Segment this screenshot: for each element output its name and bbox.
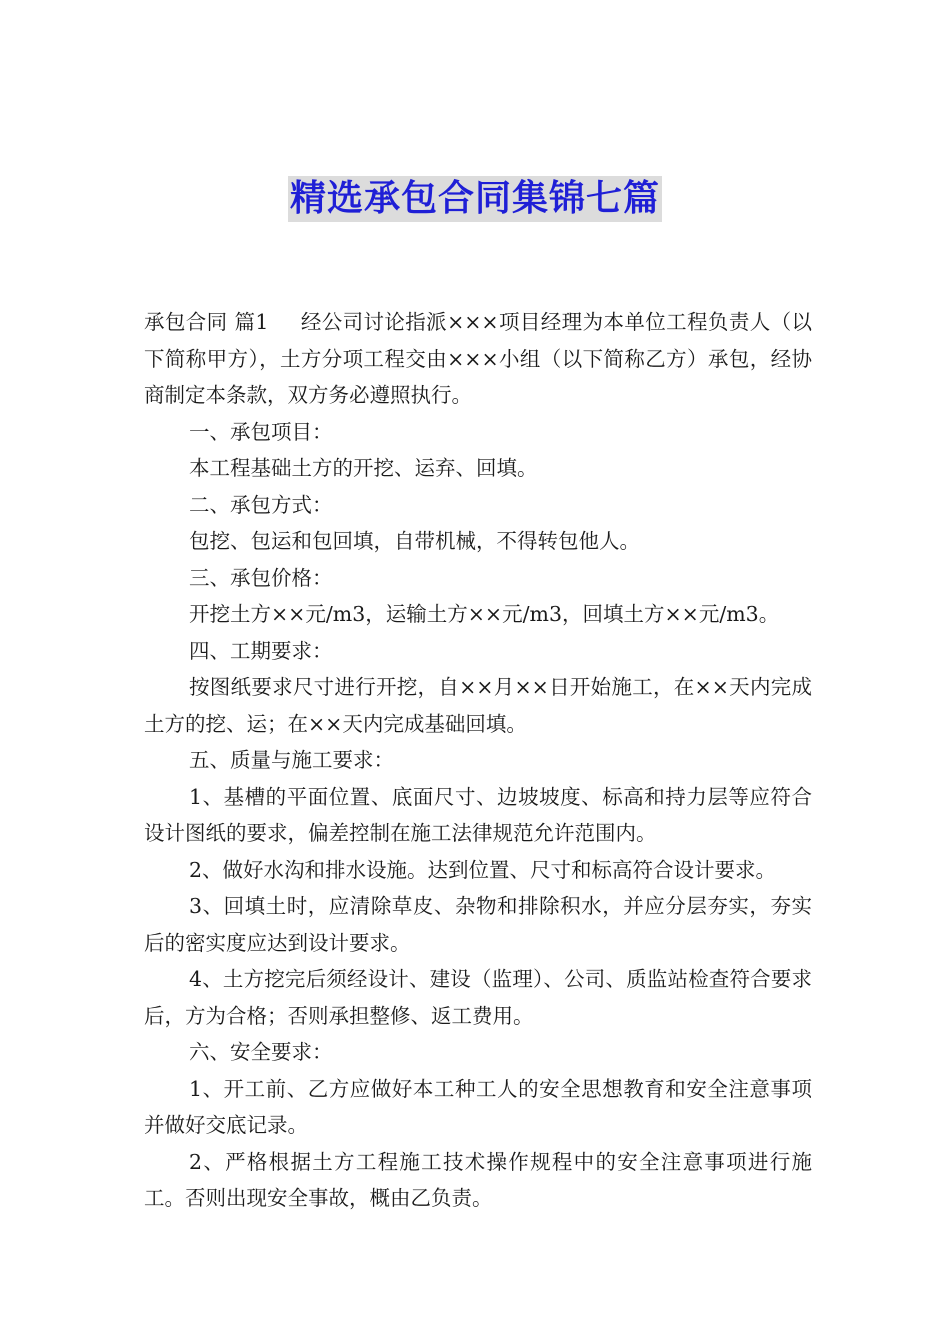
title-container <box>0 176 950 222</box>
clause-heading-4: 四、工期要求： <box>189 638 333 663</box>
clause-heading-6: 六、安全要求： <box>189 1040 333 1064</box>
clause-text: 按图纸要求尺寸进行开挖，自××月××日开始施工，在××天内完成土方的挖、运；在××天内完成基础回填。 <box>144 675 812 736</box>
clause-text: 本工程基础土方的开挖、运弃、回填。 <box>189 456 538 480</box>
clause-heading-1: 一、承包项目： <box>189 419 333 444</box>
clause-item: 2、做好水沟和排水设施。达到位置、尺寸和标高符合设计要求。 <box>189 857 777 882</box>
clause-item: 1、基槽的平面位置、底面尺寸、边坡坡度、标高和持力层等应符合设计图纸的要求，偏差控制在施工法律规范允许范围内。 <box>144 784 812 845</box>
clause-item: 2、严格根据土方工程施工技术操作规程中的安全注意事项进行施工。否则出现安全事故，概由乙负责。 <box>144 1149 812 1210</box>
document-body <box>144 304 812 1217</box>
clause-heading-5: 五、质量与施工要求： <box>189 748 394 772</box>
clause-item: 3、回填土时，应清除草皮、杂物和排除积水，并应分层夯实，夯实后的密实度应达到设计要求。 <box>144 894 812 955</box>
section-heading: 承包合同 篇1 <box>144 310 269 334</box>
intro-text: 经公司讨论指派×××项目经理为本单位工程负责人（以下简称甲方），土方分项工程交由×××小组（以下简称乙方）承包，经协商制定本条款，双方务必遵照执行。 <box>144 310 812 407</box>
intro-paragraph <box>144 304 812 414</box>
clause-text: 包挖、包运和包回填，自带机械，不得转包他人。 <box>189 529 640 553</box>
clause-item: 4、土方挖完后须经设计、建设（监理）、公司、质监站检查符合要求后，方为合格；否则承担整修、返工费用。 <box>144 967 812 1028</box>
clause-text: 开挖土方××元/m3，运输土方××元/m3，回填土方××元/m3。 <box>189 602 780 626</box>
document-title: 精选承包合同集锦七篇 <box>288 176 662 222</box>
clause-heading-2: 二、承包方式： <box>189 492 333 517</box>
clause-item: 1、开工前、乙方应做好本工种工人的安全思想教育和安全注意事项并做好交底记录。 <box>144 1076 812 1137</box>
clause-heading-3: 三、承包价格： <box>189 565 333 590</box>
